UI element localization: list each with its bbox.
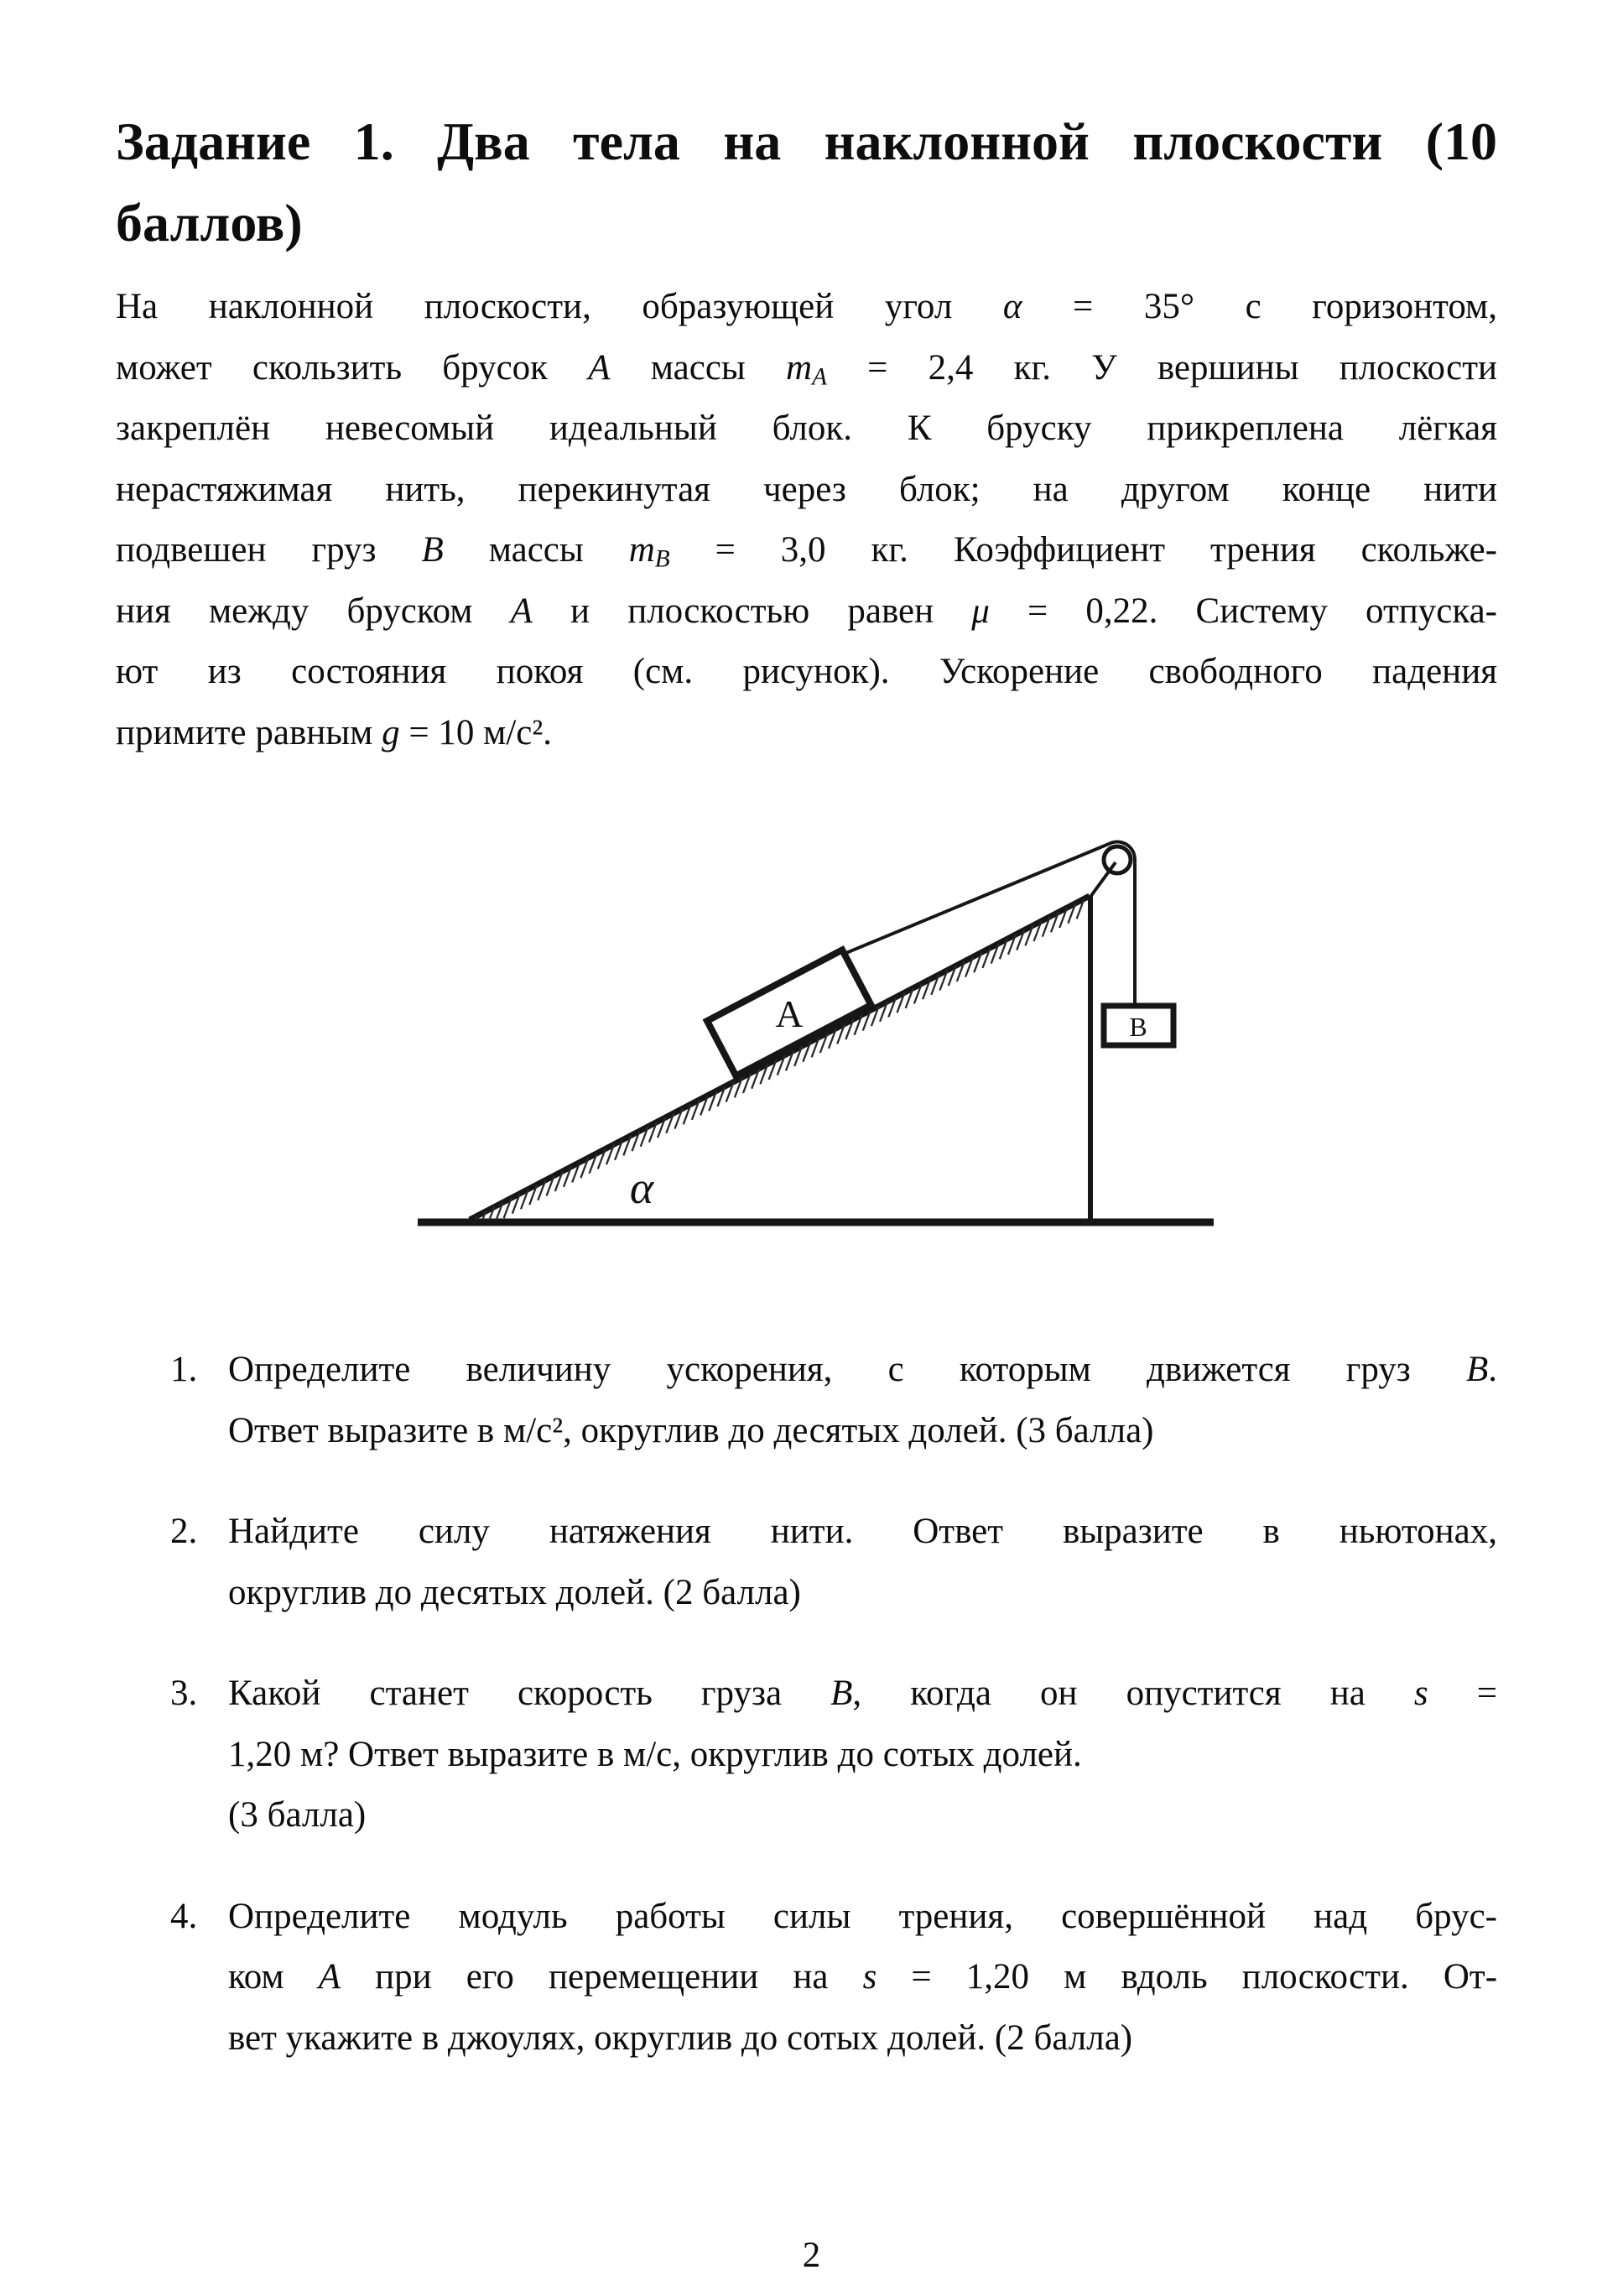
text-line: [228, 1563, 1497, 1624]
text-segment: α: [1002, 287, 1022, 326]
inclined-plane-figure: [0, 799, 1623, 1235]
text-segment: может скользить брусок: [116, 347, 589, 388]
question-number: 4.: [170, 1896, 198, 1936]
text-segment: примите равным: [116, 712, 382, 752]
text-segment: = 2,4 кг. У вершины плоскости: [826, 347, 1497, 388]
page-title: [116, 101, 1497, 263]
text-segment: B: [1465, 1350, 1489, 1389]
text-segment: массы: [443, 530, 629, 570]
text-line: [116, 460, 1497, 521]
text-line: [116, 398, 1497, 460]
text-segment: s: [862, 1957, 877, 1997]
text-segment: g: [382, 712, 400, 752]
question-number: 2.: [170, 1512, 198, 1551]
text-segment: = 10 м/с².: [399, 712, 553, 752]
text-segment: = 1,20 м вдоль плоскости. От-: [877, 1957, 1498, 1997]
text-segment: B: [830, 1674, 853, 1713]
question-item: [116, 1887, 1497, 2070]
text-segment: s: [1413, 1674, 1428, 1713]
text-segment: (3 балла): [228, 1795, 367, 1835]
page-number: 2: [802, 2236, 821, 2275]
text-segment: m: [628, 530, 655, 570]
text-line: [228, 1663, 1497, 1725]
problem-statement: [116, 277, 1497, 763]
question-item: [116, 1340, 1497, 1461]
text-segment: при его перемещении на: [341, 1957, 863, 1997]
text-segment: и плоскостью равен: [532, 591, 972, 631]
text-line: [228, 1502, 1497, 1563]
text-segment: .: [1488, 1350, 1497, 1389]
text-line: [116, 182, 1497, 263]
questions-list: [116, 1340, 1497, 2069]
block-b-label: B: [1129, 1012, 1147, 1042]
pulley-mount: [1090, 862, 1116, 897]
text-line: [116, 101, 1497, 182]
incline-surface: [470, 896, 1090, 1220]
text-segment: ют из состояния покоя (см. рисунок). Ускорение свободного падения: [116, 652, 1497, 691]
text-line: [116, 338, 1497, 399]
text-line: [228, 1785, 1497, 1846]
text-segment: массы: [610, 347, 787, 388]
text-segment: Найдите силу натяжения нити. Ответ выразите в ньютонах,: [228, 1512, 1497, 1551]
text-segment: =: [1428, 1674, 1497, 1713]
text-segment: , когда он опустится на: [852, 1674, 1414, 1713]
text-segment: вет укажите в джоулях, округлив до сотых долей. (2 балла): [228, 2017, 1133, 2058]
text-segment: = 3,0 кг. Коэффициент трения скольже-: [669, 530, 1497, 570]
text-line: [116, 642, 1497, 703]
text-segment: нерастяжимая нить, перекинутая через блок; на другом конце нити: [116, 469, 1497, 509]
text-line: [228, 1725, 1497, 1786]
text-segment: B: [421, 530, 444, 570]
text-segment: Определите величину ускорения, с которым движется груз: [228, 1350, 1466, 1389]
text-segment: A: [510, 591, 533, 631]
text-segment: A: [588, 347, 611, 388]
text-line: [116, 581, 1497, 643]
text-segment: μ: [971, 591, 990, 631]
text-line: [228, 2008, 1497, 2070]
text-segment: ния между бруском: [116, 591, 511, 631]
text-segment: На наклонной плоскости, образующей угол: [116, 287, 1003, 326]
text-segment: Ответ выразите в м/с², округлив до десятых долей. (3 балла): [228, 1410, 1154, 1450]
question-item: [116, 1663, 1497, 1846]
text-segment: ком: [228, 1957, 319, 1997]
text-line: [228, 1947, 1497, 2008]
question-number: 1.: [170, 1350, 198, 1389]
text-segment: B: [654, 545, 670, 573]
text-line: [116, 277, 1497, 338]
question-number: 3.: [170, 1674, 198, 1713]
text-segment: Определите модуль работы силы трения, совершённой над брус-: [228, 1896, 1497, 1936]
text-segment: = 35° с горизонтом,: [1022, 287, 1497, 326]
block-a-label: A: [775, 992, 804, 1035]
angle-label: α: [629, 1163, 654, 1213]
text-line: [228, 1401, 1497, 1462]
question-item: [116, 1502, 1497, 1623]
text-segment: округлив до десятых долей. (2 балла): [228, 1572, 801, 1612]
text-segment: A: [318, 1957, 341, 1997]
text-segment: Задание 1. Два тела на наклонной плоскости (10: [116, 112, 1497, 171]
text-line: [228, 1887, 1497, 1948]
text-line: [228, 1340, 1497, 1401]
text-segment: 1,20 м? Ответ выразите в м/с, округлив до сотых долей.: [228, 1734, 1082, 1774]
text-segment: A: [812, 362, 827, 390]
text-segment: баллов): [116, 193, 303, 253]
text-segment: m: [786, 347, 813, 388]
text-segment: = 0,22. Систему отпуска-: [989, 591, 1498, 631]
text-segment: Какой станет скорость груза: [228, 1674, 831, 1713]
text-line: [116, 703, 1497, 764]
text-segment: закреплён невесомый идеальный блок. К бруску прикреплена лёгкая: [116, 409, 1497, 448]
text-segment: подвешен груз: [116, 530, 422, 570]
text-line: [116, 520, 1497, 581]
pulley-wheel: [1104, 846, 1131, 873]
